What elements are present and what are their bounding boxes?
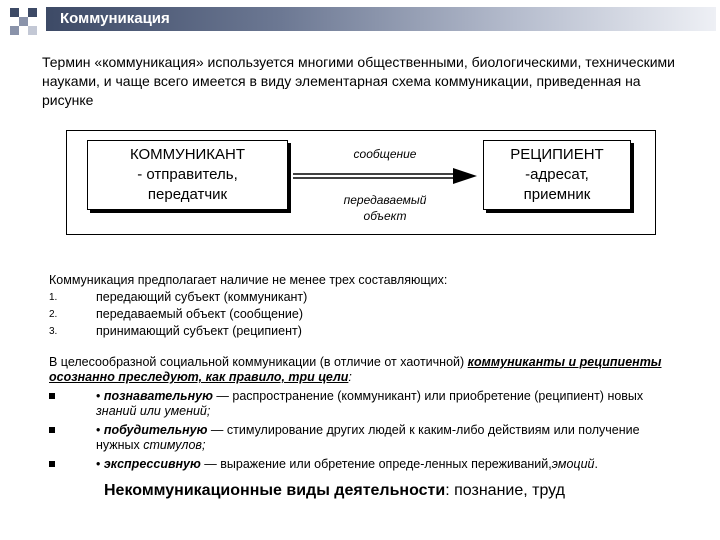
- goal-italic: эмоций: [551, 457, 595, 471]
- goal-term: побудительную: [103, 423, 208, 437]
- list-item: [49, 457, 679, 472]
- goal-prefix: •: [96, 423, 104, 437]
- goals-lead-end: :: [348, 370, 352, 384]
- goal-rest: — распространение (коммуникант) или приобретение (реципиент) новых: [212, 389, 644, 403]
- arrow-label-bottom: [300, 192, 470, 224]
- goal-tail: .: [594, 457, 598, 471]
- list-item: [49, 306, 689, 323]
- noncomm-rest: : познание, труд: [445, 482, 565, 499]
- list-item: [49, 423, 679, 453]
- goal-italic: стимулов;: [143, 438, 206, 452]
- decor-square: [10, 8, 19, 17]
- receiver-line: -адресат,: [525, 166, 589, 183]
- receiver-line: РЕЦИПИЕНТ: [510, 146, 604, 163]
- arrow-label-line: передаваемый: [343, 193, 427, 207]
- noncommunication-line: [104, 482, 565, 500]
- components-section: [49, 272, 689, 340]
- receiver-box: [483, 140, 631, 210]
- item-text: передаваемый объект (сообщение): [96, 307, 304, 321]
- goals-lead-emphasis: коммуниканты и реципиенты осознанно преследуют, как правило, три цели: [49, 355, 662, 384]
- item-text: принимающий субъект (реципиент): [96, 324, 302, 338]
- goal-italic: знаний или умений;: [96, 404, 211, 418]
- list-item: [49, 323, 689, 340]
- goal-prefix: •: [96, 389, 104, 403]
- list-item: [49, 289, 689, 306]
- goal-prefix: •: [96, 457, 104, 471]
- arrow-label-top: сообщение: [353, 147, 417, 161]
- intro-paragraph: Термин «коммуникация» используется многими общественными, биологическими, техническими науками, и чаще всего имеется в виду элементарная схема коммуникации, приведенная на рисунке: [42, 54, 675, 108]
- arrow-icon: [293, 168, 478, 188]
- item-text: передающий субъект (коммуникант): [96, 290, 308, 304]
- goals-lead-text: В целесообразной социальной коммуникации (в отличие от хаотичной): [49, 355, 468, 369]
- bullet-icon: [49, 461, 55, 467]
- goal-rest: — выражение или обретение опреде-ленных переживаний,: [200, 457, 552, 471]
- receiver-line: приемник: [523, 186, 591, 203]
- arrow-label-line: объект: [363, 209, 407, 223]
- sender-box: [87, 140, 288, 210]
- item-number: 3.: [49, 326, 58, 337]
- components-lead: Коммуникация предполагает наличие не менее трех составляющих:: [49, 273, 448, 287]
- decor-square: [28, 26, 37, 35]
- goals-section: [49, 355, 679, 472]
- goal-term: познавательную: [103, 389, 213, 403]
- goals-lead: [49, 355, 679, 385]
- item-number: 1.: [49, 292, 58, 303]
- bullet-icon: [49, 393, 55, 399]
- goal-rest: — стимулирование других людей к каким-либо действиям или получение нужных: [96, 423, 640, 452]
- goal-term: экспрессивную: [103, 457, 201, 471]
- sender-line: передатчик: [147, 186, 228, 203]
- sender-line: КОММУНИКАНТ: [129, 146, 246, 163]
- decor-square: [28, 8, 37, 17]
- item-number: 2.: [49, 309, 58, 320]
- decor-square: [19, 17, 28, 26]
- page-title: Коммуникация: [60, 10, 170, 27]
- decor-square: [10, 26, 19, 35]
- bullet-icon: [49, 427, 55, 433]
- list-item: [49, 389, 679, 419]
- noncomm-bold: Некоммуникационные виды деятельности: [104, 482, 446, 499]
- sender-line: - отправитель,: [137, 166, 238, 183]
